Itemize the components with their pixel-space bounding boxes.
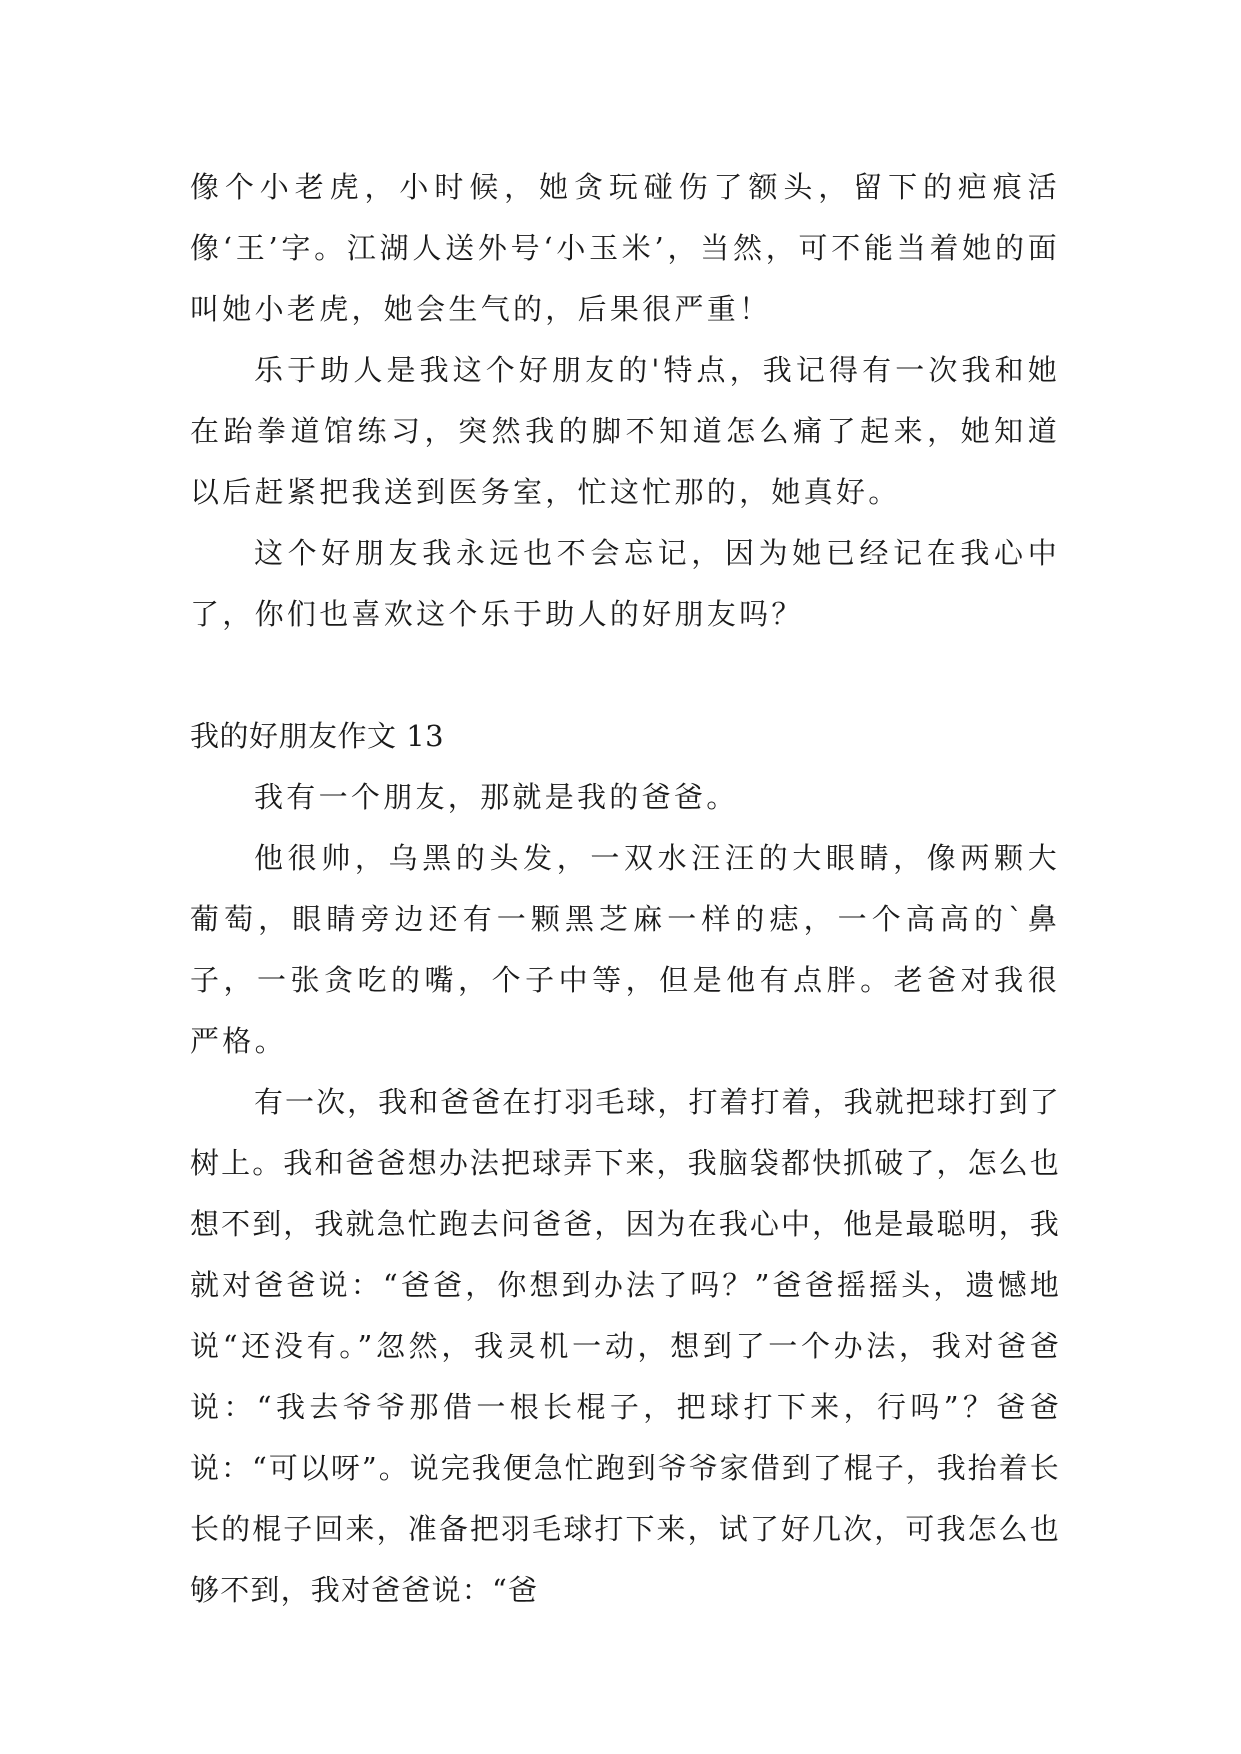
paragraph-helpful-friend: 乐于助人是我这个好朋友的'特点，我记得有一次我和她在跆拳道馆练习，突然我的脚不知道怎么痛了起来，她知道以后赶紧把我送到医务室，忙这忙那的，她真好。 [190,353,1060,509]
paragraph-continued: 像个小老虎，小时候，她贪玩碰伤了额头，留下的疤痕活像‘王’字。江湖人送外号‘小玉米’，当然，可不能当着她的面叫她小老虎，她会生气的，后果很严重！ [190,170,1060,326]
paragraph-badminton-story: 有一次，我和爸爸在打羽毛球，打着打着，我就把球打到了树上。我和爸爸想办法把球弄下来，我脑袋都快抓破了，怎么也想不到，我就急忙跑去问爸爸，因为在我心中，他是最聪明，我就对爸爸说：“爸爸，你想到办法了吗？”爸爸摇摇头，遗憾地说“还没有。”忽然，我灵机一动，想到了一个办法，我对爸爸说：“我去爷爷那借一根长棍子，把球打下来，行吗”？爸爸说：“可以呀”。说完我便急忙跑到爷爷家借到了棍子，我抬着长长的棍子回来，准备把羽毛球打下来，试了好几次，可我怎么也够不到，我对爸爸说：“爸 [190,1085,1060,1607]
document-body [190,157,1060,1621]
paragraph-friend-dad: 我有一个朋友，那就是我的爸爸。 [254,780,739,814]
paragraph-dad-description: 他很帅，乌黑的头发，一双水汪汪的大眼睛，像两颗大葡萄，眼睛旁边还有一颗黑芝麻一样的痣，一个高高的`鼻子，一张贪吃的嘴，个子中等，但是他有点胖。老爸对我很严格。 [190,841,1060,1058]
section-title: 我的好朋友作文 13 [190,719,445,753]
paragraph-never-forget: 这个好朋友我永远也不会忘记，因为她已经记在我心中了，你们也喜欢这个乐于助人的好朋友吗？ [190,536,1060,631]
